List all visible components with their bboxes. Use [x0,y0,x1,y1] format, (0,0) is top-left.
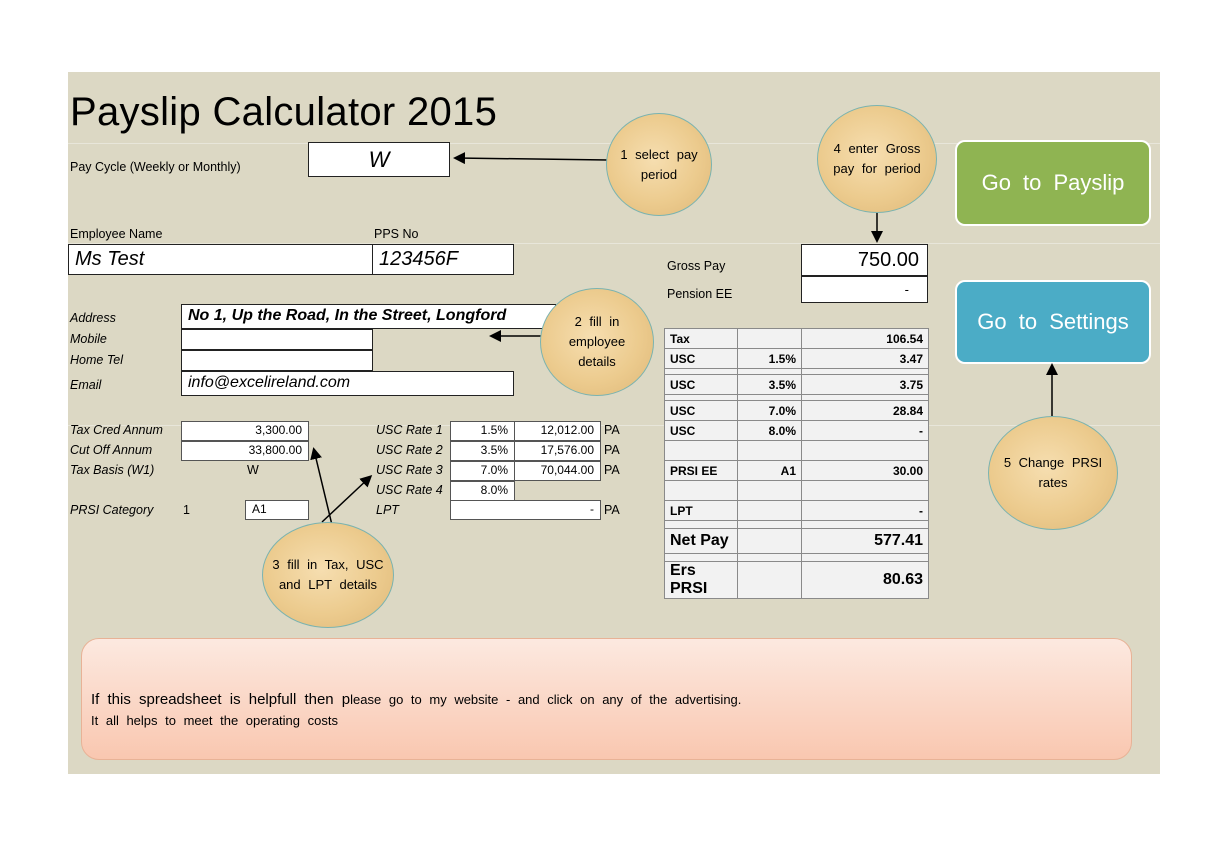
callout-bubble-1: 1 select pay period [606,113,712,216]
usc-rate-3-label: USC Rate 3 [376,463,443,477]
net-pay-value: 577.41 [802,529,929,554]
email-input[interactable]: info@excelireland.com [181,371,514,396]
pa-unit-lpt: PA [604,503,620,517]
go-to-payslip-button[interactable]: Go to Payslip [955,140,1151,226]
pps-input[interactable]: 123456F [372,244,514,275]
pension-ee-label: Pension EE [667,287,733,301]
pay-cycle-input[interactable]: W [308,142,450,177]
usc4-rate: 8.0% [738,421,802,441]
message-line-2: It all helps to meet the operating costs [91,713,338,728]
usc1-value: 3.47 [802,349,929,369]
usc3-label: USC [665,401,738,421]
usc1-rate: 1.5% [738,349,802,369]
prsi-category-number: 1 [183,503,190,517]
usc2-rate: 3.5% [738,375,802,395]
home-tel-label: Home Tel [70,353,124,367]
usc-rate-2-input[interactable]: 3.5% [450,441,515,461]
page-title: Payslip Calculator 2015 [70,90,498,134]
tax-value: 106.54 [802,329,929,349]
usc-rate-1-label: USC Rate 1 [376,423,443,437]
employee-name-label: Employee Name [70,227,163,241]
gross-pay-label: Gross Pay [667,259,726,273]
email-label: Email [70,378,102,392]
cut-off-label: Cut Off Annum [70,443,153,457]
mobile-label: Mobile [70,332,107,346]
callout-bubble-4: 4 enter Gross pay for period [817,105,937,213]
prsi-ee-value: 30.00 [802,461,929,481]
tax-basis-label: Tax Basis (W1) [70,463,155,477]
prsi-category-label: PRSI Category [70,503,154,517]
go-to-settings-button[interactable]: Go to Settings [955,280,1151,364]
callout-bubble-2: 2 fill in employee details [540,288,654,396]
ers-prsi-label: Ers PRSI [665,562,738,599]
pension-ee-input[interactable]: - [801,276,928,303]
callout-bubble-3: 3 fill in Tax, USC and LPT details [262,522,394,628]
usc2-label: USC [665,375,738,395]
usc-band-3-input[interactable]: 70,044.00 [514,461,601,481]
lpt-input[interactable]: - [450,500,601,520]
tax-basis-value: W [247,463,259,477]
message-line-1-end: lease go to my website - and click on any of the advertising. [350,692,742,707]
address-label: Address [70,311,116,325]
prsi-class: A1 [738,461,802,481]
usc4-label: USC [665,421,738,441]
pay-cycle-label: Pay Cycle (Weekly or Monthly) [70,160,241,174]
message-line-1-start: If this spreadsheet is helpfull then p [91,691,351,708]
info-message-box [81,638,1132,760]
tax-cred-label: Tax Cred Annum [70,423,163,437]
usc-rate-3-input[interactable]: 7.0% [450,461,515,481]
usc3-rate: 7.0% [738,401,802,421]
net-pay-label: Net Pay [665,529,738,554]
lpt-row-label: LPT [665,501,738,521]
address-input[interactable]: No 1, Up the Road, In the Street, Longford [181,304,556,329]
usc4-value: - [802,421,929,441]
prsi-category-input[interactable]: A1 [245,500,309,520]
usc2-value: 3.75 [802,375,929,395]
message-line-1 [91,691,741,709]
pa-unit-3: PA [604,463,620,477]
usc-rate-1-input[interactable]: 1.5% [450,421,515,441]
gross-pay-input[interactable]: 750.00 [801,244,928,276]
prsi-ee-label: PRSI EE [665,461,738,481]
tax-label: Tax [665,329,738,349]
pps-label: PPS No [374,227,419,241]
arrow-3b [322,477,370,522]
tax-cred-input[interactable]: 3,300.00 [181,421,309,441]
usc-band-1-input[interactable]: 12,012.00 [514,421,601,441]
usc-band-2-input[interactable]: 17,576.00 [514,441,601,461]
employee-name-input[interactable]: Ms Test [68,244,373,275]
cut-off-input[interactable]: 33,800.00 [181,441,309,461]
arrow-3a [314,450,332,525]
ers-prsi-value: 80.63 [802,562,929,599]
callout-bubble-5: 5 Change PRSI rates [988,416,1118,530]
usc-rate-2-label: USC Rate 2 [376,443,443,457]
lpt-row-value: - [802,501,929,521]
lpt-label: LPT [376,503,399,517]
pa-unit-2: PA [604,443,620,457]
usc-rate-4-label: USC Rate 4 [376,483,443,497]
arrow-1 [456,158,608,160]
usc-rate-4-input[interactable]: 8.0% [450,481,515,501]
usc3-value: 28.84 [802,401,929,421]
usc1-label: USC [665,349,738,369]
pa-unit-1: PA [604,423,620,437]
